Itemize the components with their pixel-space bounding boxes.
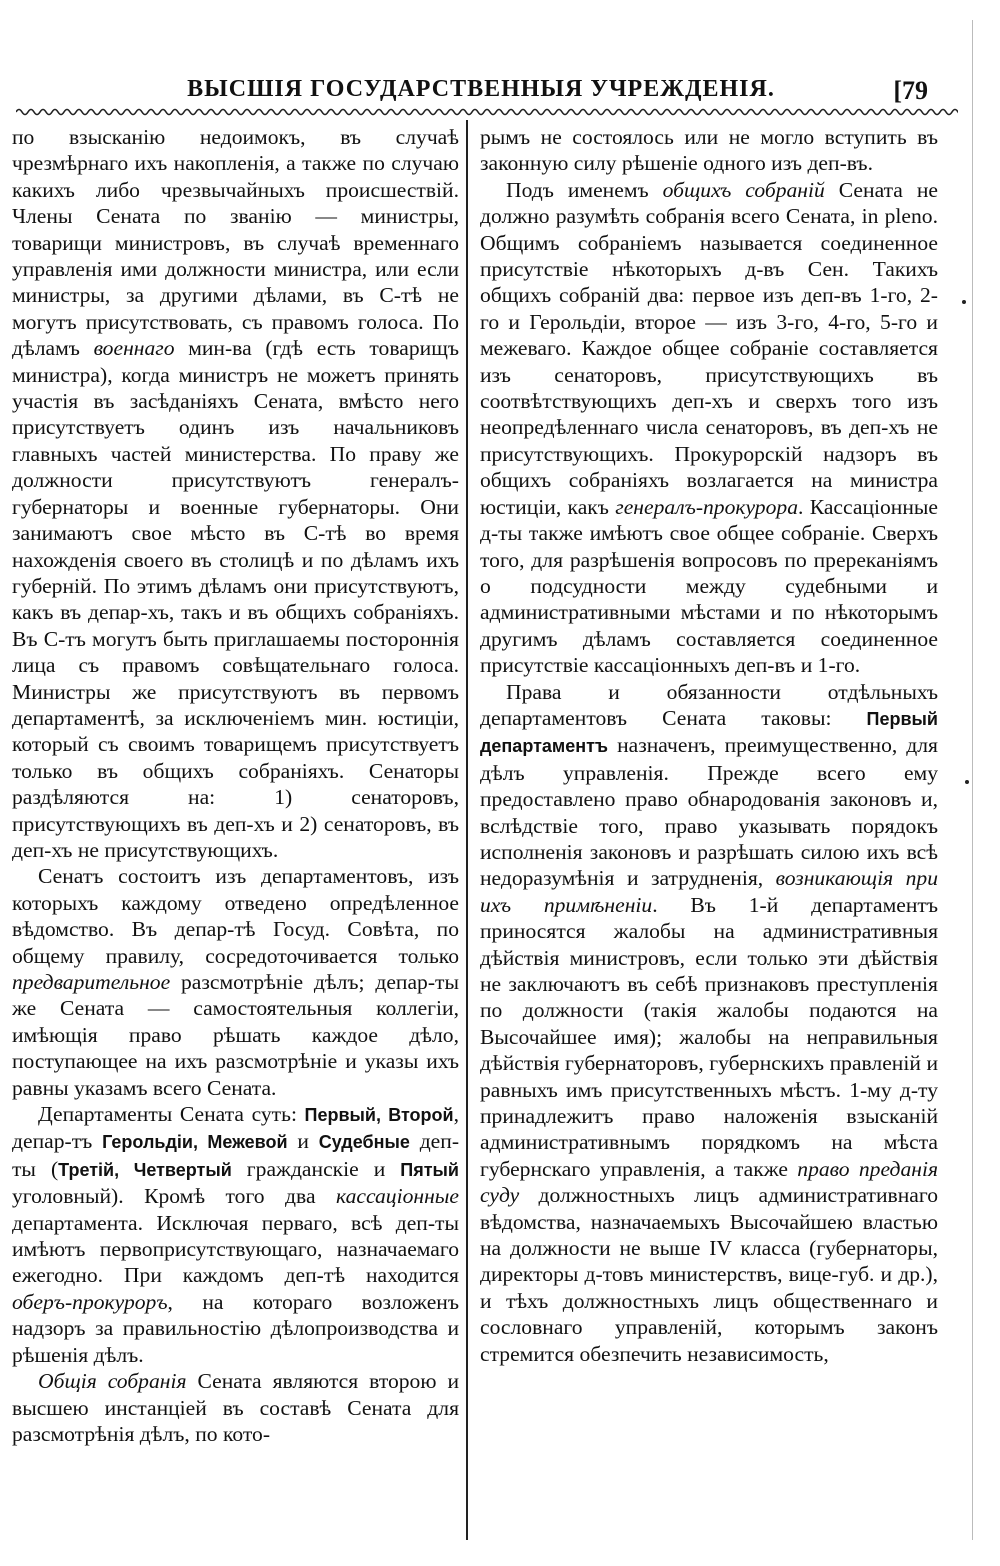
text-run: деп-ты (: [12, 1129, 459, 1181]
running-title: ВЫСШІЯ ГОСУДАРСТВЕННЫЯ УЧРЕЖДЕНІЯ.: [187, 76, 775, 102]
paragraph: [12, 1101, 459, 1368]
scan-edge-line: [972, 20, 973, 1540]
text-run: Департаменты Сената суть:: [38, 1102, 305, 1127]
bold-run: Герольдіи, Межевой: [102, 1132, 288, 1153]
text-run: по взысканію недоимокъ, въ случаѣ чрезмѣрнаго ихъ накопленія, а также по случаю какихъ либо чрезвычайныхъ происшествій. Члены Сената по званію — министры, товарищи министровъ, въ случаѣ временнаго управленія ими должности министра, или если министры, за другими дѣлами, въ С-тѣ не могутъ присутствовать, съ правомъ голоса. По дѣламъ: [12, 125, 459, 361]
italic-run: право преданія суду: [480, 1156, 938, 1208]
paragraph: [12, 124, 459, 863]
text-run: Сената являются второю и высшею инстанціей въ составѣ Сената для разсмотрѣнія дѣлъ, по кото-: [12, 1369, 459, 1446]
italic-run: возникающія при ихъ примѣненіи: [480, 866, 938, 917]
text-run: уголовный). Кромѣ того два: [12, 1184, 336, 1209]
bold-run: Пятый: [400, 1159, 459, 1180]
italic-run: кассаціонные: [336, 1184, 459, 1209]
italic-run: Общія собранія: [38, 1369, 187, 1394]
italic-run: оберъ-прокуроръ: [12, 1289, 168, 1314]
text-run: назначенъ, преимущественно, для дѣлъ управленія. Прежде всего ему предоставлено право обнародованія законовъ и, вслѣдствіе того, право указывать порядокъ исполненія законовъ и разрѣшать силою ихъ всѣ недоразумѣнія и затрудненія,: [480, 733, 938, 891]
text-run: Сенатъ состоитъ изъ департаментовъ, изъ которыхъ каждому отведено опредѣленное вѣдомство. Въ депар-тѣ Госуд. Совѣта, по общему правилу, сосредоточивается только: [12, 864, 459, 968]
italic-run: предварительное: [12, 970, 171, 994]
text-run: департамента. Исключая перваго, всѣ деп-ты имѣютъ первоприсутствующаго, назначаемаго ежегодно. При каждомъ деп-тѣ находится: [12, 1210, 459, 1288]
text-run: и: [287, 1129, 319, 1154]
italic-run: военнаго: [93, 336, 175, 361]
text-run: , депар-тъ: [12, 1102, 459, 1154]
paragraph: [12, 1368, 459, 1447]
page-number: [79: [893, 76, 928, 105]
scan-speck: [965, 780, 969, 784]
column-divider: [466, 120, 468, 1540]
scan-speck: [962, 300, 966, 304]
bold-run: Судебные: [318, 1132, 410, 1153]
text-run: мин-ва (гдѣ есть товарищъ министра), когда министръ не можетъ принять участія въ засѣданіяхъ Сената, вмѣсто него присутствуетъ одинъ изъ начальниковъ главныхъ частей министерства. По праву же должности присутствуютъ генералъ-губернаторы и военные губернаторы. Они занимаютъ свое мѣсто въ С-тѣ во время нахожденія своего въ столицѣ и по дѣламъ ихъ губерній. По этимъ дѣламъ они присутствуютъ, какъ въ депар-хъ, такъ и въ общихъ собраніяхъ. Въ С-тъ могутъ быть приглашаемы постороннія лица съ правомъ совѣщательнаго голоса. Министры же присутствуютъ въ первомъ департаментѣ, за исключеніемъ мин. юстиціи, который съ своимъ товарищемъ присутствуетъ только въ общихъ собраніяхъ. Сенаторы раздѣляются на: 1) сенаторовъ, присутствующихъ въ деп-хъ и 2) сенаторовъ, въ деп-хъ не присутствующихъ.: [12, 336, 459, 862]
paragraph: [12, 863, 459, 1101]
text-run: должностныхъ лицъ административнаго вѣдомства, назначаемыхъ Высочайшею властью на должности не выше IV класса (губернаторы, директоры д-товъ министерствъ, вице-губ. и др.), и тѣхъ должностныхъ лицъ общественнаго и сословнаго управленій, которымъ законъ стремится обезпечить независимость,: [480, 1183, 938, 1366]
text-column-right: [480, 124, 938, 1544]
paragraph: [480, 679, 938, 1368]
text-column-left: [12, 124, 459, 1544]
text-run: Подъ именемъ: [506, 177, 663, 202]
text-run: рымъ не состоялось или не могло вступить въ законную силу рѣшеніе одного изъ деп-въ.: [480, 125, 938, 176]
text-run: Сената не должно разумѣть собранія всего Сената, in pleno. Общимъ собраніемъ называется соединенное присутствіе нѣкоторыхъ д-въ Сен. Такихъ общихъ собраній два: первое изъ деп-въ 1-го, 2-го и Герольдіи, второе — изъ 3-го, 4-го, 5-го и межеваго. Каждое общее собраніе составляется изъ сенаторовъ, присутствующихъ въ соотвѣтствующихъ деп-хъ и сверхъ того изъ неопредѣленнаго числа сенаторовъ, въ деп-хъ не присутствующихъ. Прокурорскій надзоръ въ общихъ собраніяхъ возлагается на министра юстиціи, какъ: [480, 177, 938, 519]
bold-run: Третій, Четвертый: [58, 1159, 232, 1180]
wavy-rule: [16, 105, 958, 119]
text-run: разсмотрѣніе дѣлъ; депар-ты же Сената — самостоятельныя коллегіи, имѣющія право рѣшать каждое дѣло, поступающее на ихъ разсмотрѣніе и указы ихъ равны указамъ всего Сената.: [12, 970, 459, 1100]
text-run: Права и обязанности отдѣльныхъ департаментовъ Сената таковы:: [480, 679, 938, 730]
italic-run: общихъ собраній: [662, 177, 825, 202]
bold-run: Первый департаментъ: [480, 708, 938, 757]
text-run: гражданскіе и: [231, 1156, 401, 1181]
text-run: . Кассаціонные д-ты также имѣютъ свое общее собраніе. Сверхъ того, для разрѣшенія вопросовъ по пререканіямъ о подсудности между судебными и административными мѣстами и по нѣкоторымъ другимъ дѣламъ составляется соединенное присутствіе кассаціонныхъ деп-въ и 1-го.: [480, 494, 938, 678]
text-run: . Въ 1-й департаментъ приносятся жалобы на административныя дѣйствія министровъ, если только эти дѣйствія не заключаютъ въ себѣ признаковъ преступленія по должности (такія жалобы подаются на Высочайшее имя); жалобы на неправильныя дѣйствія губернаторовъ, губернскихъ правленій и равныхъ имъ присутственныхъ мѣстъ. 1-му д-ту принадлежитъ право наложенія взысканій административнымъ порядкомъ на мѣста губернскаго управленія, а также: [480, 892, 938, 1181]
bold-run: Первый, Второй: [304, 1105, 454, 1126]
paragraph: [480, 124, 938, 177]
italic-run: генералъ-прокурора: [615, 494, 798, 519]
paragraph: [480, 177, 938, 679]
text-run: , на котораго возложенъ надзоръ за правильностію дѣлопроизводства и рѣшенія дѣлъ.: [12, 1289, 459, 1367]
